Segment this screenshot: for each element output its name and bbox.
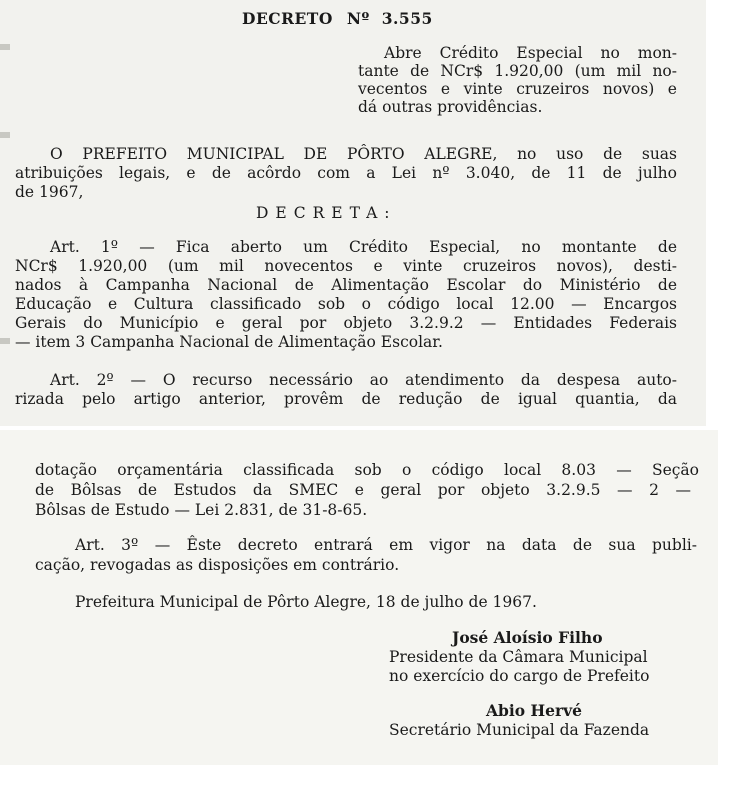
scan-edge-mark [0,132,10,138]
art3-line: Art. 3º — Êste decreto entrará em vigor na data de sua publi- [75,536,697,554]
decree-title [242,9,433,28]
signatory1-name: José Aloísio Filho [452,628,603,647]
art1-line: nados à Campanha Nacional de Alimentação Escolar do Ministério de [15,276,677,294]
art1-line: Art. 1º — Fica aberto um Crédito Especial, no montante de [50,238,677,256]
decree-title-label: DECRETO [242,9,333,28]
art2-continuation-line: Bôlsas de Estudo — Lei 2.831, de 31-8-65. [35,501,368,519]
summary-line: tante de NCr$ 1.920,00 (um mil no- [358,62,677,80]
preamble-line: atribuições legais, e de acôrdo com a Lei nº 3.040, de 11 de julho [15,164,677,182]
decreta-heading: DECRETA: [256,204,397,222]
decree-title-no: Nº [346,9,370,28]
art2-continuation-line: dotação orçamentária classificada sob o código local 8.03 — Seção [35,461,699,479]
scan-edge-mark [0,338,10,344]
decree-number: 3.555 [381,9,433,28]
signatory1-role: Presidente da Câmara Municipal [389,648,648,666]
signatory1-role: no exercício do cargo de Prefeito [389,667,650,685]
art1-line: Educação e Cultura classificado sob o código local 12.00 — Encargos [15,295,677,313]
preamble-line: de 1967, [15,183,84,201]
preamble-line: O PREFEITO MUNICIPAL DE PÔRTO ALEGRE, no uso de suas [50,145,677,163]
summary-line: Abre Crédito Especial no mon- [384,44,677,62]
art1-line: Gerais do Município e geral por objeto 3.2.9.2 — Entidades Federais [15,314,677,332]
art1-line: — item 3 Campanha Nacional de Alimentação Escolar. [15,333,443,351]
summary-line: dá outras providências. [358,98,543,116]
art1-line: NCr$ 1.920,00 (um mil novecentos e vinte cruzeiros novos), desti- [15,257,677,275]
closing-place-date: Prefeitura Municipal de Pôrto Alegre, 18 de julho de 1967. [75,593,537,611]
scan-edge-mark [0,44,10,50]
art2-line: rizada pelo artigo anterior, provêm de redução de igual quantia, da [15,390,677,408]
art2-continuation-line: de Bôlsas de Estudos da SMEC e geral por objeto 3.2.9.5 — 2 — [35,481,691,499]
summary-line: vecentos e vinte cruzeiros novos) e [358,80,677,98]
signatory2-name: Abio Hervé [486,701,583,720]
art2-line: Art. 2º — O recurso necessário ao atendimento da despesa auto- [50,371,677,389]
art3-line: cação, revogadas as disposições em contrário. [35,556,400,574]
signatory2-role: Secretário Municipal da Fazenda [389,721,650,739]
